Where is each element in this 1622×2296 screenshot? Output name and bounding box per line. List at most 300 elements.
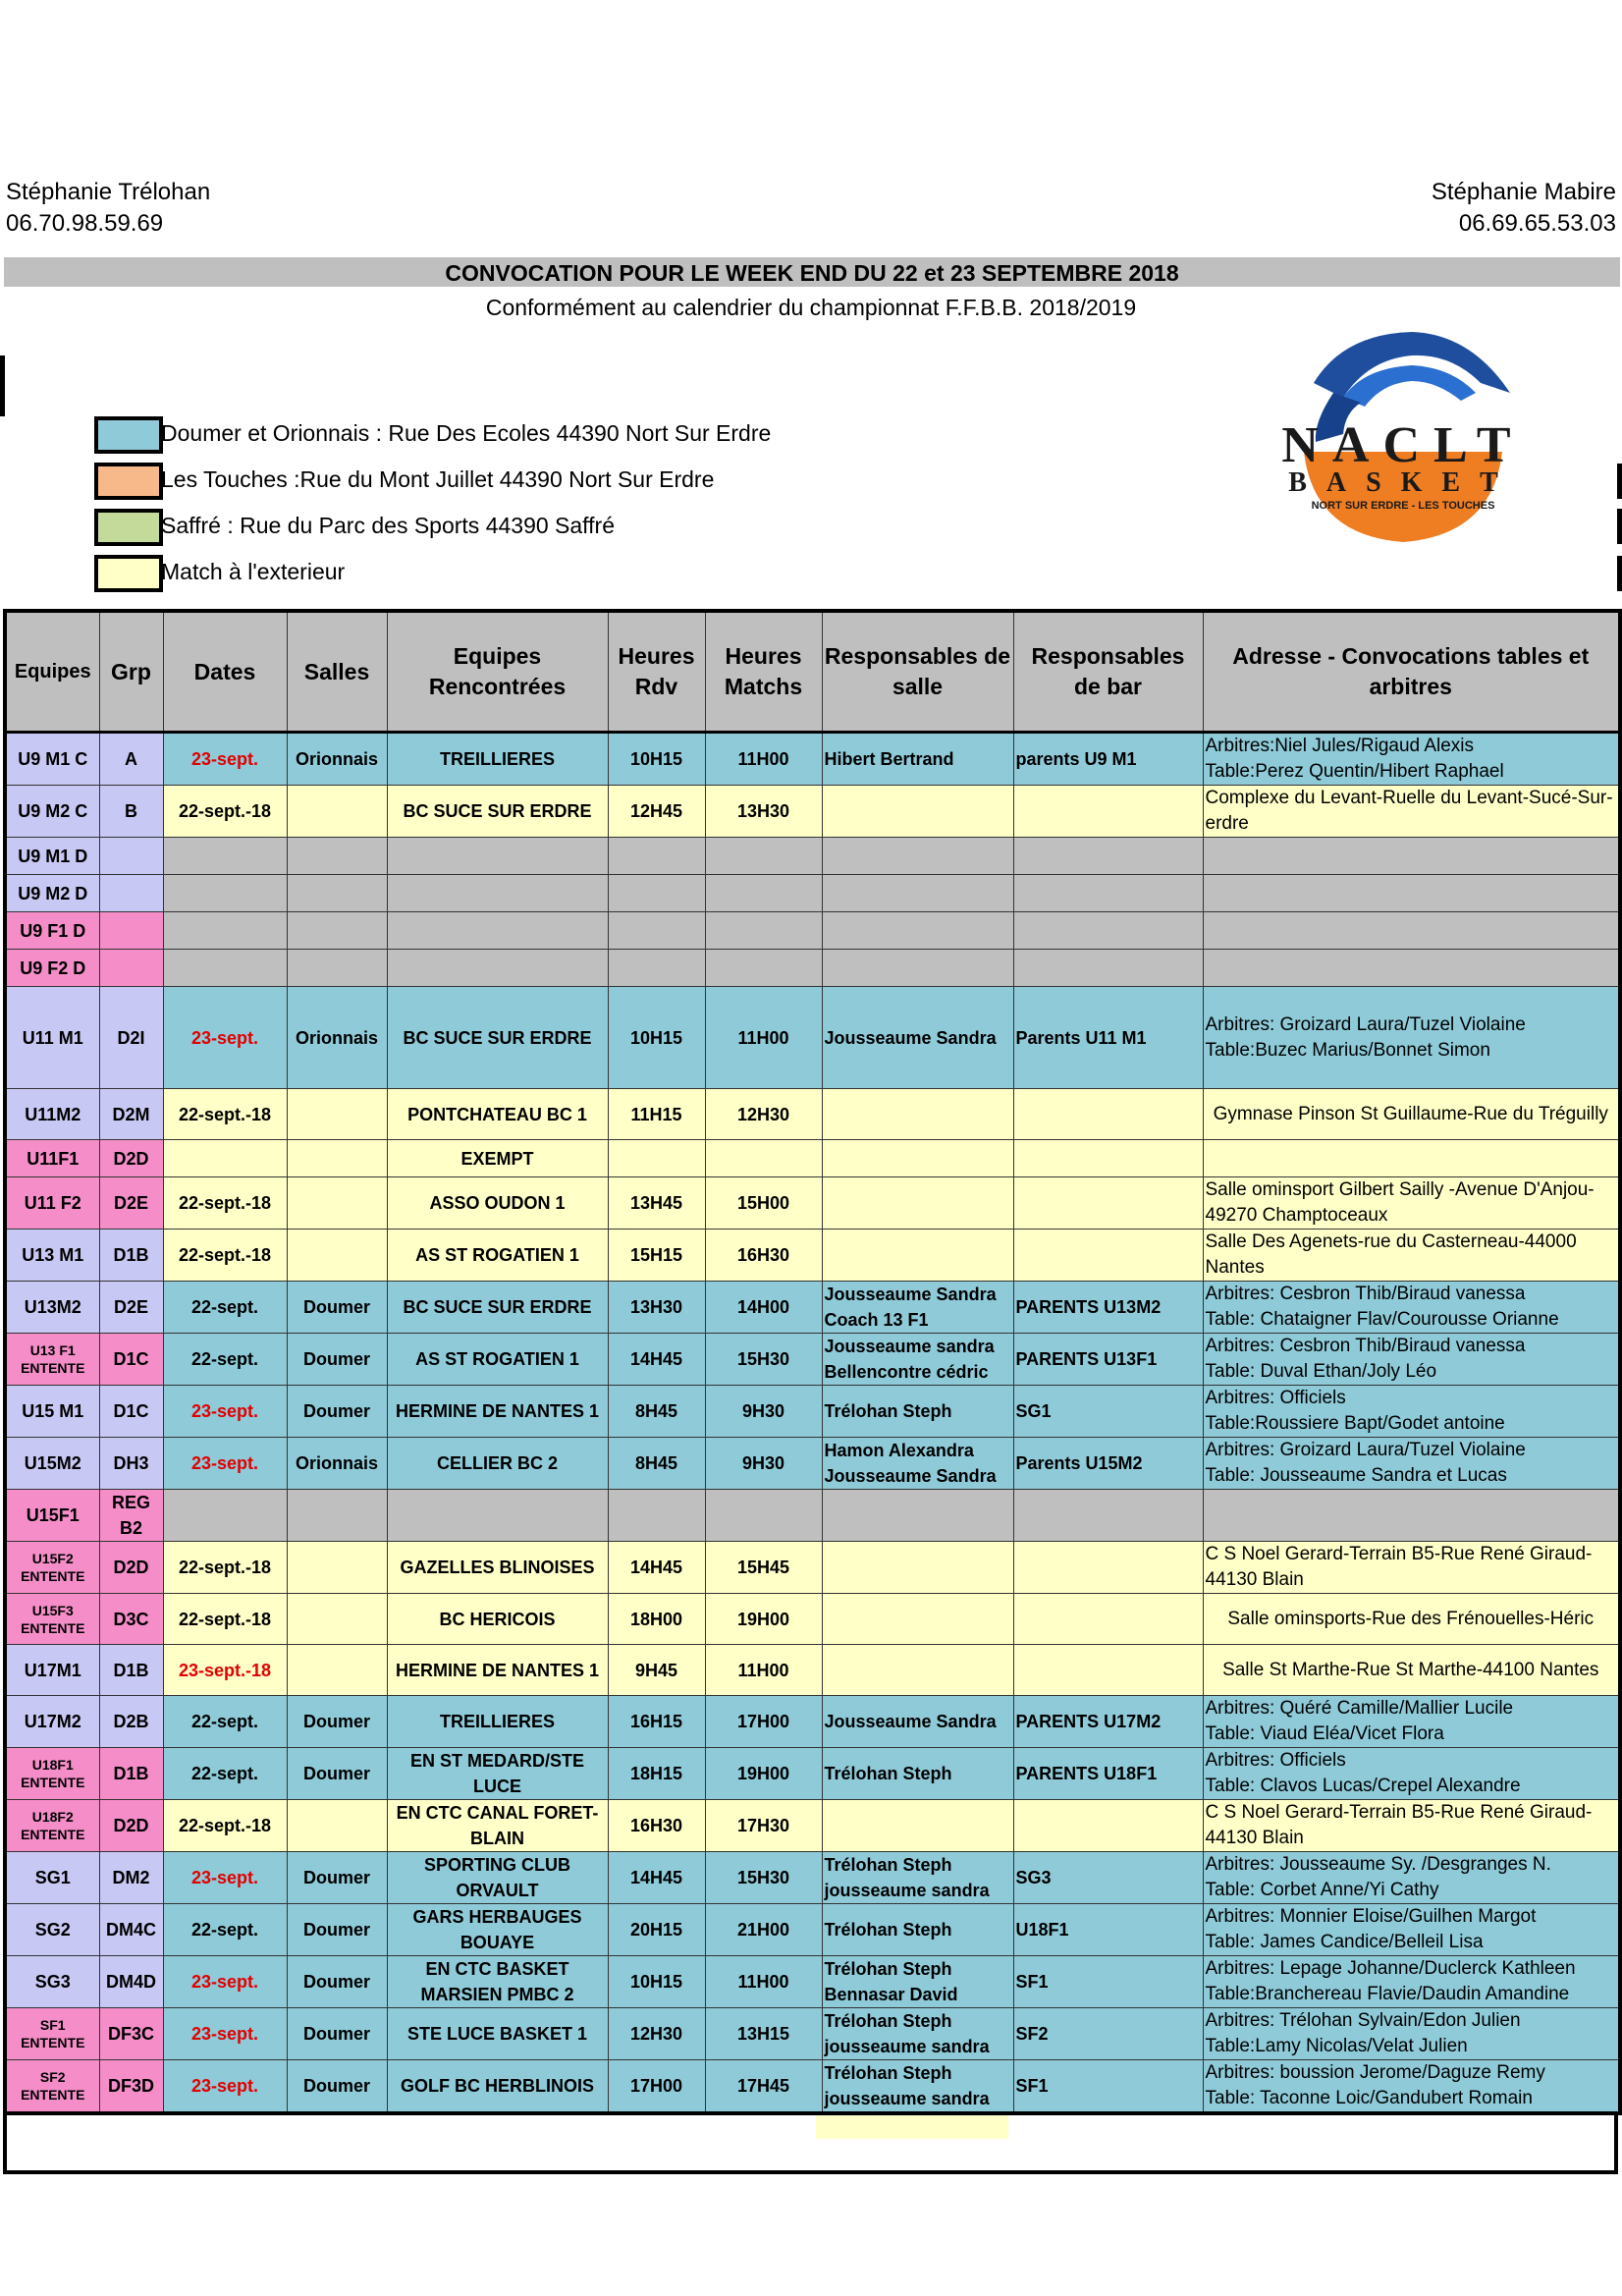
cell-rdv [608,838,705,875]
cell-date [163,1140,287,1177]
cell-resp-bar: Parents U11 M1 [1013,987,1203,1089]
legend-text: Les Touches :Rue du Mont Juillet 44390 Nort Sur Erdre [161,466,715,492]
cell-rencontre: SPORTING CLUB ORVAULT [387,1852,608,1904]
cell-rdv [608,1490,705,1542]
cell-rdv: 15H15 [608,1230,705,1282]
cell-equipe: U17M2 [5,1696,99,1748]
cell-resp-bar [1013,1177,1203,1230]
cell-resp-salle [822,786,1013,838]
schedule-table [3,609,1622,2115]
edge-mark-left [0,355,5,416]
header-matchs: Heures Matchs [705,611,822,733]
table-row [5,912,1620,950]
cell-resp-salle: Trélohan Steph Bennasar David [822,1956,1013,2008]
cell-match: 9H30 [705,1438,822,1490]
cell-salle: Doumer [287,1334,387,1386]
table-row [5,875,1620,912]
cell-rdv: 13H45 [608,1177,705,1230]
cell-rencontre: GOLF BC HERBLINOIS [387,2060,608,2114]
cell-resp-salle [822,1542,1013,1594]
cell-resp-salle [822,1177,1013,1230]
cell-salle [287,1645,387,1696]
cell-date: 22-sept. [163,1748,287,1800]
cell-equipe: U17M1 [5,1645,99,1696]
cell-match: 11H00 [705,987,822,1089]
cell-date: 22-sept.-18 [163,1594,287,1645]
cell-resp-bar [1013,838,1203,875]
cell-grp: D1C [99,1334,163,1386]
legend-swatch [94,463,163,500]
cell-rencontre: TREILLIERES [387,1696,608,1748]
cell-adresse: Salle St Marthe-Rue St Marthe-44100 Nantes [1203,1645,1620,1696]
cell-rdv: 10H15 [608,1956,705,2008]
cell-date: 23-sept. [163,1852,287,1904]
cell-resp-salle: Jousseaume Sandra [822,987,1013,1089]
cell-resp-salle [822,1594,1013,1645]
cell-rencontre: HERMINE DE NANTES 1 [387,1645,608,1696]
cell-grp: D1C [99,1386,163,1438]
cell-adresse: Complexe du Levant-Ruelle du Levant-Sucé-Sur-erdre [1203,786,1620,838]
cell-match [705,912,822,950]
cell-equipe: U15F3 ENTENTE [5,1594,99,1645]
cell-rencontre: HERMINE DE NANTES 1 [387,1386,608,1438]
table-row [5,950,1620,987]
cell-resp-salle [822,838,1013,875]
cell-salle: Doumer [287,1386,387,1438]
cell-resp-salle: Trélohan Steph [822,1386,1013,1438]
cell-rdv: 20H15 [608,1904,705,1956]
cell-resp-bar: SG3 [1013,1852,1203,1904]
cell-salle: Orionnais [287,1438,387,1490]
cell-grp: D1B [99,1748,163,1800]
cell-date: 23-sept.-18 [163,1645,287,1696]
table-row [5,1089,1620,1140]
cell-salle: Doumer [287,1904,387,1956]
cell-adresse: Arbitres: boussion Jerome/Daguze Remy Table: Taconne Loic/Gandubert Romain [1203,2060,1620,2114]
cell-rdv: 13H30 [608,1282,705,1334]
cell-match: 13H15 [705,2008,822,2060]
cell-rdv: 14H45 [608,1542,705,1594]
edge-mark-right-1 [1617,464,1622,499]
cell-resp-bar [1013,1490,1203,1542]
cell-date: 22-sept. [163,1696,287,1748]
cell-rdv: 14H45 [608,1852,705,1904]
cell-salle: Doumer [287,1852,387,1904]
cell-grp: DF3C [99,2008,163,2060]
cell-rdv: 8H45 [608,1386,705,1438]
contact-right-name: Stéphanie Mabire [1431,179,1616,205]
cell-salle [287,786,387,838]
cell-resp-bar [1013,1230,1203,1282]
cell-adresse: Arbitres: Cesbron Thib/Biraud vanessa Table: Chataigner Flav/Courousse Orianne [1203,1282,1620,1334]
cell-adresse: Arbitres: Lepage Johanne/Duclerck Kathleen Table:Branchereau Flavie/Daudin Amandine [1203,1956,1620,2008]
cell-rencontre: EN CTC CANAL FORET-BLAIN [387,1800,608,1852]
cell-salle: Doumer [287,1956,387,2008]
cell-salle: Orionnais [287,733,387,786]
edge-mark-right-3 [1617,556,1622,591]
cell-rdv: 10H15 [608,987,705,1089]
cell-adresse [1203,950,1620,987]
cell-match: 17H30 [705,1800,822,1852]
cell-resp-bar: PARENTS U13M2 [1013,1282,1203,1334]
page-title: CONVOCATION POUR LE WEEK END DU 22 et 23 SEPTEMBRE 2018 [4,257,1620,287]
cell-salle [287,875,387,912]
cell-grp: D2I [99,987,163,1089]
table-row [5,2008,1620,2060]
cell-equipe: U11 M1 [5,987,99,1089]
cell-rencontre: BC SUCE SUR ERDRE [387,987,608,1089]
cell-grp: REG B2 [99,1490,163,1542]
cell-rencontre: BC SUCE SUR ERDRE [387,786,608,838]
cell-resp-salle [822,875,1013,912]
cell-rencontre: EXEMPT [387,1140,608,1177]
cell-equipe: U18F1 ENTENTE [5,1748,99,1800]
cell-rencontre [387,912,608,950]
cell-resp-salle: Jousseaume Sandra Coach 13 F1 [822,1282,1013,1334]
table-row [5,786,1620,838]
cell-adresse: Arbitres: Groizard Laura/Tuzel Violaine Table:Buzec Marius/Bonnet Simon [1203,987,1620,1089]
header-dates: Dates [163,611,287,733]
cell-salle: Doumer [287,1282,387,1334]
header-salles: Salles [287,611,387,733]
cell-adresse: C S Noel Gerard-Terrain B5-Rue René Giraud-44130 Blain [1203,1542,1620,1594]
cell-date: 22-sept. [163,1282,287,1334]
cell-date: 22-sept.-18 [163,786,287,838]
contact-left-phone: 06.70.98.59.69 [6,210,164,237]
cell-rencontre: PONTCHATEAU BC 1 [387,1089,608,1140]
cell-adresse: Salle ominsport Gilbert Sailly -Avenue D'Anjou-49270 Champtoceaux [1203,1177,1620,1230]
cell-equipe: U9 M1 D [5,838,99,875]
cell-rdv [608,950,705,987]
cell-rdv: 12H45 [608,786,705,838]
cell-date: 23-sept. [163,1386,287,1438]
cell-match: 17H45 [705,2060,822,2114]
cell-equipe: SG2 [5,1904,99,1956]
cell-match: 19H00 [705,1748,822,1800]
cell-rencontre [387,1490,608,1542]
cell-match: 15H00 [705,1177,822,1230]
cell-adresse [1203,1140,1620,1177]
cell-match [705,950,822,987]
cell-rencontre: EN CTC BASKET MARSIEN PMBC 2 [387,1956,608,2008]
cell-equipe: U15F2 ENTENTE [5,1542,99,1594]
cell-salle [287,1140,387,1177]
contact-left-name: Stéphanie Trélohan [6,179,211,205]
cell-resp-salle [822,1645,1013,1696]
logo-line3: NORT SUR ERDRE - LES TOUCHES [1311,500,1495,512]
cell-resp-bar [1013,950,1203,987]
club-logo [1274,324,1532,566]
cell-adresse: Arbitres: Monnier Eloise/Guilhen Margot Table: James Candice/Belleil Lisa [1203,1904,1620,1956]
cell-grp: D2B [99,1696,163,1748]
cell-rencontre [387,950,608,987]
cell-grp: D3C [99,1594,163,1645]
cell-rdv: 11H15 [608,1089,705,1140]
cell-rdv [608,912,705,950]
cell-resp-bar [1013,1140,1203,1177]
cell-date: 22-sept. [163,1904,287,1956]
cell-date: 23-sept. [163,1438,287,1490]
cell-date: 22-sept.-18 [163,1089,287,1140]
cell-equipe: U9 F1 D [5,912,99,950]
cell-rdv: 18H00 [608,1594,705,1645]
table-header-row [5,611,1620,733]
cell-grp: D1B [99,1645,163,1696]
cell-rencontre: STE LUCE BASKET 1 [387,2008,608,2060]
cell-rencontre: GAZELLES BLINOISES [387,1542,608,1594]
cell-date [163,950,287,987]
cell-resp-bar [1013,1594,1203,1645]
contact-right-phone: 06.69.65.53.03 [1458,210,1616,237]
cell-date: 23-sept. [163,733,287,786]
cell-adresse: Arbitres: Officiels Table:Roussiere Bapt/Godet antoine [1203,1386,1620,1438]
table-row [5,987,1620,1089]
cell-salle: Doumer [287,2008,387,2060]
table-row [5,1956,1620,2008]
cell-resp-bar [1013,875,1203,912]
cell-rdv: 17H00 [608,2060,705,2114]
cell-salle: Doumer [287,1748,387,1800]
cell-rencontre: BC SUCE SUR ERDRE [387,1282,608,1334]
table-row [5,1140,1620,1177]
cell-match: 9H30 [705,1386,822,1438]
header-resp-salle: Responsables de salle [822,611,1013,733]
header-rencontrees: Equipes Rencontrées [387,611,608,733]
cell-rdv: 14H45 [608,1334,705,1386]
cell-date: 22-sept.-18 [163,1542,287,1594]
cell-adresse: Arbitres: Quéré Camille/Mallier Lucile Table: Viaud Eléa/Vicet Flora [1203,1696,1620,1748]
cell-adresse: Arbitres: Officiels Table: Clavos Lucas/Crepel Alexandre [1203,1748,1620,1800]
cell-rdv: 8H45 [608,1438,705,1490]
table-row [5,1386,1620,1438]
cell-adresse: Salle ominsports-Rue des Frénouelles-Héric [1203,1594,1620,1645]
cell-grp: A [99,733,163,786]
cell-salle [287,1594,387,1645]
cell-salle [287,1177,387,1230]
cell-date: 23-sept. [163,987,287,1089]
cell-resp-salle [822,950,1013,987]
cell-resp-bar: SF2 [1013,2008,1203,2060]
cell-adresse: Arbitres: Trélohan Sylvain/Edon Julien Table:Lamy Nicolas/Velat Julien [1203,2008,1620,2060]
cell-resp-bar: PARENTS U13F1 [1013,1334,1203,1386]
cell-rencontre: AS ST ROGATIEN 1 [387,1230,608,1282]
cell-salle [287,838,387,875]
contact-left [6,177,210,240]
cell-grp: DH3 [99,1438,163,1490]
contact-right [1432,177,1616,240]
cell-resp-bar: SG1 [1013,1386,1203,1438]
cell-match [705,838,822,875]
cell-resp-bar: U18F1 [1013,1904,1203,1956]
cell-grp: DM4C [99,1904,163,1956]
logo-line2: BASKET [1288,467,1518,498]
cell-date [163,912,287,950]
cell-equipe: U18F2 ENTENTE [5,1800,99,1852]
legend-text: Match à l'exterieur [161,559,346,584]
cell-equipe: SG1 [5,1852,99,1904]
cell-rencontre: GARS HERBAUGES BOUAYE [387,1904,608,1956]
edge-mark-right-2 [1617,509,1622,544]
cell-grp: DM4D [99,1956,163,2008]
page-subtitle: Conformément au calendrier du championnat F.F.B.B. 2018/2019 [485,295,1137,320]
cell-resp-bar [1013,1542,1203,1594]
cell-equipe: U9 M2 C [5,786,99,838]
legend-swatch [94,509,163,546]
cell-salle: Doumer [287,2060,387,2114]
cell-grp: D1B [99,1230,163,1282]
cell-grp [99,838,163,875]
table-row [5,1230,1620,1282]
cell-equipe: U11 F2 [5,1177,99,1230]
cell-resp-bar [1013,1645,1203,1696]
cell-equipe: U11F1 [5,1140,99,1177]
cell-grp: D2D [99,1542,163,1594]
cell-grp: D2E [99,1282,163,1334]
cell-rencontre: TREILLIERES [387,733,608,786]
cell-rdv [608,1140,705,1177]
cell-date [163,875,287,912]
cell-resp-bar [1013,1800,1203,1852]
cell-grp: B [99,786,163,838]
table-row [5,1438,1620,1490]
cell-resp-bar: PARENTS U17M2 [1013,1696,1203,1748]
cell-resp-salle [822,1140,1013,1177]
table-row [5,1282,1620,1334]
table-row [5,1542,1620,1594]
cell-rencontre: BC HERICOIS [387,1594,608,1645]
table-row [5,733,1620,786]
cell-match: 13H30 [705,786,822,838]
table-row [5,1696,1620,1748]
cell-resp-salle: Trélohan Steph [822,1904,1013,1956]
cell-grp [99,875,163,912]
cell-adresse: Arbitres: Cesbron Thib/Biraud vanessa Table: Duval Ethan/Joly Léo [1203,1334,1620,1386]
cell-match: 12H30 [705,1089,822,1140]
cell-resp-salle: Trélohan Steph [822,1748,1013,1800]
cell-resp-bar: SF1 [1013,1956,1203,2008]
cell-adresse [1203,1490,1620,1542]
cell-rdv: 12H30 [608,2008,705,2060]
cell-adresse: Gymnase Pinson St Guillaume-Rue du Tréguilly [1203,1089,1620,1140]
cell-resp-salle: Jousseaume sandra Bellencontre cédric [822,1334,1013,1386]
cell-date: 23-sept. [163,2060,287,2114]
cell-resp-salle: Hibert Bertrand [822,733,1013,786]
table-row [5,1852,1620,1904]
cell-grp: D2M [99,1089,163,1140]
cell-salle [287,1230,387,1282]
cell-equipe: SF2 ENTENTE [5,2060,99,2114]
cell-equipe: U9 M2 D [5,875,99,912]
cell-resp-salle: Jousseaume Sandra [822,1696,1013,1748]
table-row [5,1904,1620,1956]
cell-salle [287,950,387,987]
cell-match: 14H00 [705,1282,822,1334]
cell-equipe: SF1 ENTENTE [5,2008,99,2060]
cell-grp [99,912,163,950]
header-rdv: Heures Rdv [608,611,705,733]
cell-match [705,1490,822,1542]
cell-rencontre [387,875,608,912]
cell-adresse: Arbitres: Groizard Laura/Tuzel Violaine Table: Jousseaume Sandra et Lucas [1203,1438,1620,1490]
cell-salle: Orionnais [287,987,387,1089]
table-row [5,1645,1620,1696]
cell-equipe: U15F1 [5,1490,99,1542]
cell-equipe: U13M2 [5,1282,99,1334]
cell-match: 15H30 [705,1852,822,1904]
cell-date [163,1490,287,1542]
table-bottom-frame [3,2111,1618,2174]
cell-grp [99,950,163,987]
cell-resp-salle: Trélohan Steph jousseaume sandra [822,1852,1013,1904]
cell-adresse: Arbitres:Niel Jules/Rigaud Alexis Table:Perez Quentin/Hibert Raphael [1203,733,1620,786]
cell-equipe: U15M2 [5,1438,99,1490]
header-resp-bar: Responsables de bar [1013,611,1203,733]
cell-grp: DM2 [99,1852,163,1904]
cell-date: 22-sept.-18 [163,1800,287,1852]
cell-grp: D2D [99,1140,163,1177]
cell-equipe: U9 F2 D [5,950,99,987]
header-adresse: Adresse - Convocations tables et arbitres [1203,611,1620,733]
cell-equipe: SG3 [5,1956,99,2008]
cell-salle: Doumer [287,1696,387,1748]
cell-rdv: 10H15 [608,733,705,786]
table-row [5,1748,1620,1800]
cell-match: 16H30 [705,1230,822,1282]
header-grp: Grp [99,611,163,733]
cell-salle [287,912,387,950]
cell-resp-bar: parents U9 M1 [1013,733,1203,786]
cell-rdv: 16H15 [608,1696,705,1748]
legend-text: Saffré : Rue du Parc des Sports 44390 Saffré [161,513,615,538]
cell-resp-bar: SF1 [1013,2060,1203,2114]
cell-salle [287,1089,387,1140]
cell-match: 17H00 [705,1696,822,1748]
cell-equipe: U13 M1 [5,1230,99,1282]
cell-match: 15H30 [705,1334,822,1386]
cell-rdv [608,875,705,912]
cell-rencontre [387,838,608,875]
cell-resp-bar [1013,1089,1203,1140]
table-row [5,1800,1620,1852]
cell-rencontre: CELLIER BC 2 [387,1438,608,1490]
cell-match: 21H00 [705,1904,822,1956]
cell-resp-salle: Trélohan Steph jousseaume sandra [822,2060,1013,2114]
cell-match: 11H00 [705,733,822,786]
cell-date: 23-sept. [163,2008,287,2060]
cell-equipe: U13 F1 ENTENTE [5,1334,99,1386]
cell-date: 22-sept. [163,1334,287,1386]
cell-date: 23-sept. [163,1956,287,2008]
cell-adresse [1203,912,1620,950]
cell-salle [287,1800,387,1852]
table-row [5,1594,1620,1645]
cell-rdv: 16H30 [608,1800,705,1852]
cell-rencontre: EN ST MEDARD/STE LUCE [387,1748,608,1800]
cell-rdv: 18H15 [608,1748,705,1800]
cell-match: 15H45 [705,1542,822,1594]
cell-match: 11H00 [705,1956,822,2008]
cell-resp-salle [822,1089,1013,1140]
cell-salle [287,1490,387,1542]
logo-line1: NACLT [1281,417,1525,473]
legend-swatch [94,555,163,592]
cell-grp: D2E [99,1177,163,1230]
cell-match: 11H00 [705,1645,822,1696]
cell-resp-bar [1013,786,1203,838]
cell-resp-salle: Trélohan Steph jousseaume sandra [822,2008,1013,2060]
cell-rdv: 9H45 [608,1645,705,1696]
cell-resp-salle: Hamon Alexandra Jousseaume Sandra [822,1438,1013,1490]
